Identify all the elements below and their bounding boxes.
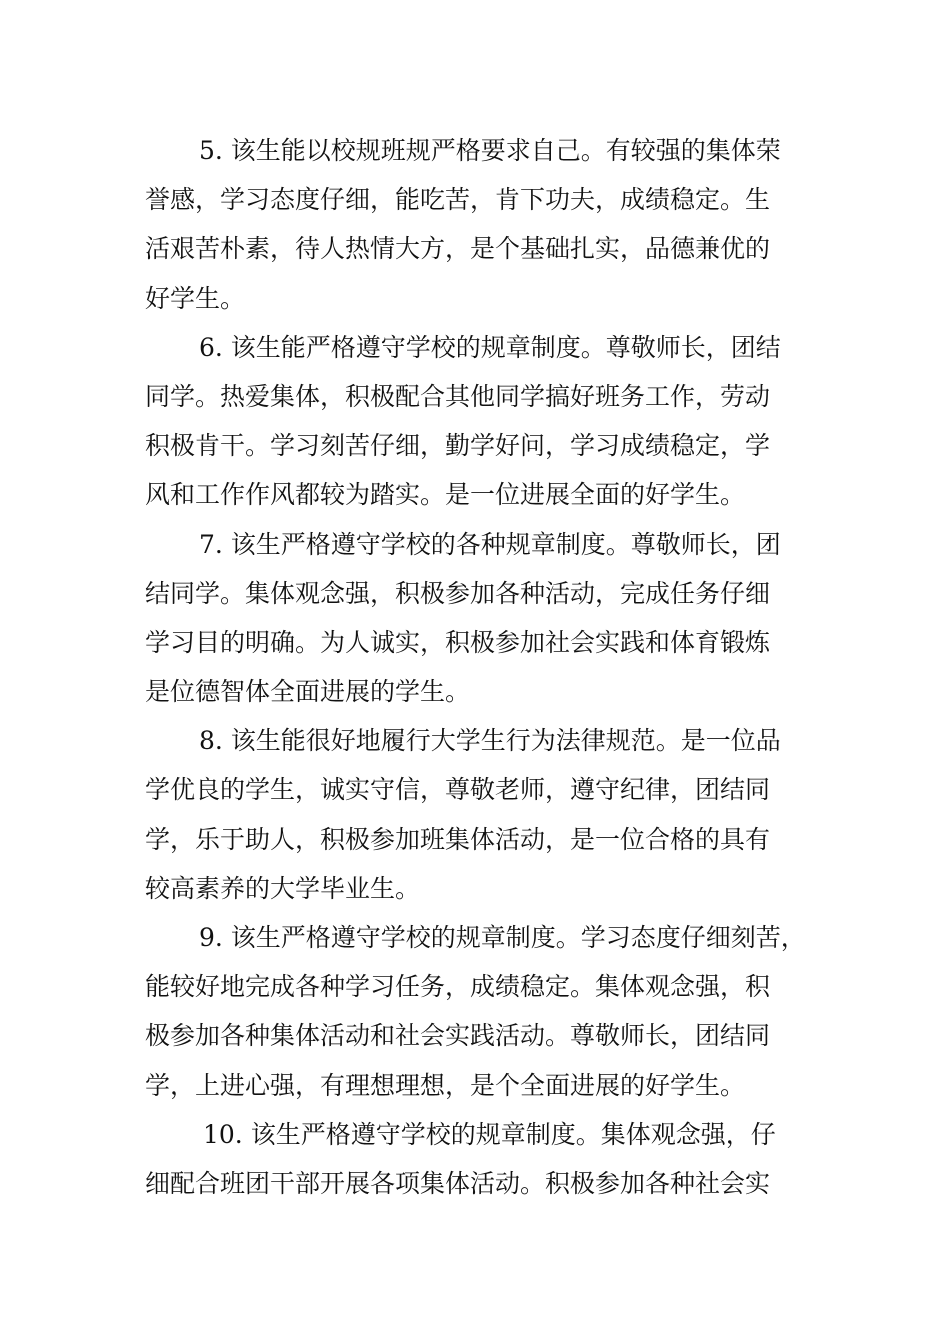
text-line: 7. 该生严格遵守学校的各种规章制度。尊敬师长，团 (199, 529, 781, 559)
text-line: 学习目的明确。为人诚实，积极参加社会实践和体育锻炼 (145, 627, 771, 657)
paragraph-8 (145, 716, 815, 913)
text-line: 好学生。 (145, 283, 246, 313)
text-line: 学优良的学生，诚实守信，尊敬老师，遵守纪律，团结同 (145, 775, 771, 805)
text-line: 风和工作作风都较为踏实。是一位进展全面的好学生。 (145, 480, 746, 510)
text-line: 8. 该生能很好地履行大学生行为法律规范。是一位品 (199, 726, 781, 756)
text-line: 极参加各种集体活动和社会实践活动。尊敬师长，团结同 (145, 1021, 771, 1051)
text-line: 较高素养的大学毕业生。 (145, 873, 421, 903)
text-line: 活艰苦朴素，待人热情大方，是个基础扎实，品德兼优的 (145, 234, 771, 264)
text-line: 能较好地完成各种学习任务，成绩稳定。集体观念强，积 (145, 972, 771, 1002)
paragraph-6 (145, 323, 815, 520)
document-body (145, 126, 815, 1208)
text-line: 9. 该生严格遵守学校的规章制度。学习态度仔细刻苦， (199, 923, 806, 952)
paragraph-9 (145, 913, 815, 1110)
text-line: 誉感，学习态度仔细，能吃苦，肯下功夫，成绩稳定。生 (145, 185, 771, 215)
text-line: 6. 该生能严格遵守学校的规章制度。尊敬师长，团结 (199, 332, 781, 362)
text-line: 积极肯干。学习刻苦仔细，勤学好问，学习成绩稳定，学 (145, 431, 771, 461)
paragraph-5 (145, 126, 815, 323)
text-line: 学，上进心强，有理想理想，是个全面进展的好学生。 (145, 1070, 746, 1100)
paragraph-7 (145, 520, 815, 717)
text-line: 是位德智体全面进展的学生。 (145, 677, 471, 707)
text-line: 细配合班团干部开展各项集体活动。积极参加各种社会实 (145, 1168, 771, 1198)
text-line: 学，乐于助人，积极参加班集体活动，是一位合格的具有 (145, 824, 771, 854)
text-line: 10. 该生严格遵守学校的规章制度。集体观念强，仔 (203, 1119, 776, 1149)
text-line: 5. 该生能以校规班规严格要求自己。有较强的集体荣 (199, 136, 781, 165)
text-line: 结同学。集体观念强，积极参加各种活动，完成任务仔细 (145, 578, 771, 608)
paragraph-10 (145, 1110, 815, 1208)
text-line: 同学。热爱集体，积极配合其他同学搞好班务工作，劳动 (145, 381, 771, 411)
